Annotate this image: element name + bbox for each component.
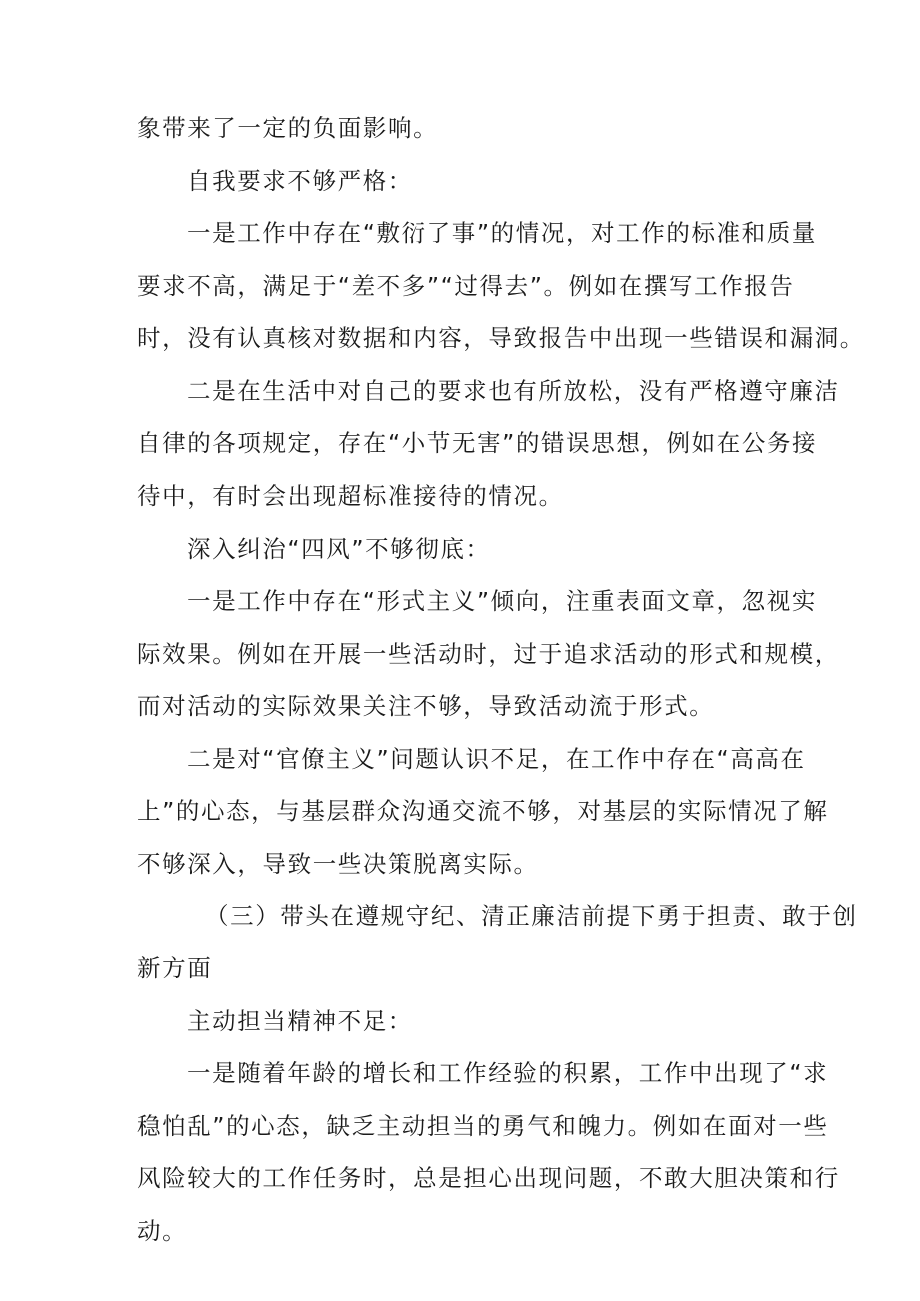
paragraph-line: 自律的各项规定，存在“小节无害”的错误思想，例如在公务接 (137, 429, 818, 457)
paragraph-line: 不够深入，导致一些决策脱离实际。 (137, 850, 539, 878)
section-heading: 主动担当精神不足： (187, 1007, 413, 1035)
paragraph-line: 而对活动的实际效果关注不够，导致活动流于形式。 (137, 692, 715, 720)
paragraph-line: 象带来了一定的负面影响。 (137, 114, 439, 142)
section-heading: 深入纠治“四风”不够彻底： (187, 535, 491, 563)
paragraph-line: 时，没有认真核对数据和内容，导致报告中出现一些错误和漏洞。 (137, 324, 865, 352)
paragraph-line: 稳怕乱”的心态，缺乏主动担当的勇气和魄力。例如在面对一些 (137, 1112, 829, 1140)
subsection-title: 新方面 (137, 954, 213, 982)
section-heading: 自我要求不够严格： (187, 167, 413, 195)
paragraph-line: 一是工作中存在“敷衍了事”的情况，对工作的标准和质量 (187, 219, 817, 247)
subsection-title: （三）带头在遵规守纪、清正廉洁前提下勇于担责、敢于创 (205, 902, 858, 930)
paragraph-line: 一是随着年龄的增长和工作经验的积累，工作中出现了“求 (187, 1059, 829, 1087)
paragraph-line: 待中，有时会出现超标准接待的情况。 (137, 482, 564, 510)
paragraph-line: 一是工作中存在“形式主义”倾向，注重表面文章，忽视实 (187, 587, 817, 615)
paragraph-line: 动。 (137, 1217, 188, 1245)
paragraph-line: 际效果。例如在开展一些活动时，过于追求活动的形式和规模， (137, 640, 840, 668)
paragraph-line: 风险较大的工作任务时，总是担心出现问题，不敢大胆决策和行 (137, 1164, 840, 1192)
paragraph-line: 二是在生活中对自己的要求也有所放松，没有严格遵守廉洁 (187, 377, 840, 405)
paragraph-line: 上”的心态，与基层群众沟通交流不够，对基层的实际情况了解 (137, 797, 829, 825)
paragraph-line: 要求不高，满足于“差不多”“过得去”。例如在撰写工作报告 (137, 272, 795, 300)
paragraph-line: 二是对“官僚主义”问题认识不足，在工作中存在“高高在 (187, 745, 806, 773)
